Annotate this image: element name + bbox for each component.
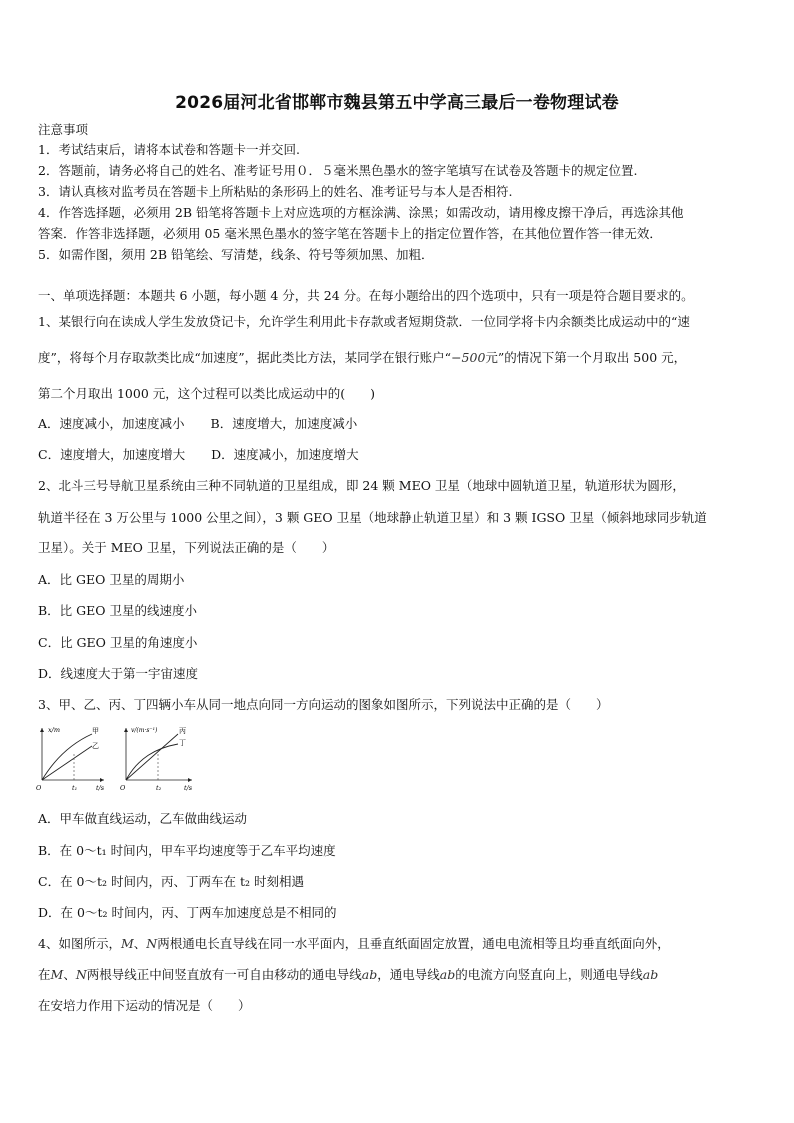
note-item-2: 2．答题前，请务必将自己的姓名、准考证号用０．５毫米黑色墨水的签字笔填写在试卷及答题卡的规定位置. (38, 163, 638, 178)
q2-option-a: A．比 GEO 卫星的周期小 (38, 572, 185, 587)
section-1-heading: 一、单项选择题：本题共 6 小题，每小题 4 分，共 24 分。在每小题给出的四个选项中，只有一项是符合题目要求的。 (38, 288, 694, 303)
q3-fig2-x-arrow (188, 778, 192, 782)
q3-fig2-tick: t₂ (156, 784, 162, 792)
q3-graphs (36, 722, 206, 794)
q3-fig1-curve-label-2: 乙 (92, 742, 99, 750)
q2-option-b: B．比 GEO 卫星的线速度小 (38, 603, 197, 618)
q4-symbol-m-2: M (50, 967, 64, 982)
note-item-4-cont: 答案．作答非选择题，必须用 05 毫米黑色墨水的签字笔在答题卡上的指定位置作答，在其他位置作答一律无效． (38, 226, 662, 241)
q4-symbol-n: N (146, 936, 158, 951)
q3-option-b: B．在 0～t₁ 时间内，甲车平均速度等于乙车平均速度 (38, 843, 336, 858)
q4-stem-line-1 (38, 936, 758, 952)
q3-fig1-xlabel: t/s (96, 784, 105, 792)
q3-fig1-y-arrow (40, 728, 44, 732)
q3-fig2-curve-label-2: 丁 (179, 739, 186, 747)
q1-option-a: A．速度减小，加速度减小 (38, 416, 185, 431)
notes-heading: 注意事项 (38, 122, 89, 137)
note-item-3: 3．请认真核对监考员在答题卡上所粘贴的条形码上的姓名、准考证号与本人是否相符. (38, 184, 513, 199)
q3-fig-vt (120, 727, 193, 792)
q1-stem-line-2a: 度”，将每个月存取款类比成“加速度”，据此类比方法，某同学在银行账户“ (38, 350, 452, 365)
q4-line-1b: 两根通电长直导线在同一水平面内，且垂直纸面固定放置，通电电流相等且均垂直纸面向外， (157, 936, 670, 951)
q4-sep-2: 、 (63, 967, 76, 982)
q4-symbol-n-2: N (75, 967, 87, 982)
q2-option-d: D．线速度大于第一宇宙速度 (38, 666, 199, 681)
q1-option-b: B．速度增大，加速度减小 (210, 416, 358, 431)
q3-fig1-x-arrow (100, 778, 104, 782)
q3-fig-xt (36, 726, 105, 792)
q1-options-row-2 (38, 447, 758, 463)
q4-sep-1: 、 (133, 936, 147, 951)
q3-fig2-ylabel: v/(m·s⁻¹) (131, 727, 158, 734)
q2-stem-line-1: 2、北斗三号导航卫星系统由三种不同轨道的卫星组成，即 24 颗 MEO 卫星（地球中圆轨道卫星，轨道形状为圆形， (38, 478, 685, 493)
note-item-1: 1．考试结束后，请将本试卷和答题卡一并交回. (38, 142, 300, 157)
q4-symbol-m: M (120, 936, 134, 951)
q2-option-c: C．比 GEO 卫星的角速度小 (38, 635, 198, 650)
q4-symbol-ab-2: ab (439, 967, 456, 982)
q3-fig2-curve-ding (126, 744, 178, 780)
q3-fig2-line-bing (126, 734, 178, 780)
q3-stem: 3、甲、乙、丙、丁四辆小车从同一地点向同一方向运动的图象如图所示，下列说法中正确的是（ ） (38, 697, 609, 712)
q1-option-c: C．速度增大，加速度增大 (38, 447, 186, 462)
q1-math-value: −500 (451, 350, 486, 365)
q4-line-1a: 4、如图所示， (38, 936, 121, 951)
q1-stem-line-2 (38, 350, 758, 366)
q1-options-row-1 (38, 416, 758, 432)
q4-stem-line-3: 在安培力作用下运动的情况是（ ） (38, 998, 251, 1013)
q4-symbol-ab-3: ab (642, 967, 659, 982)
q4-line-2d: 的电流方向竖直向上，则通电导线 (455, 967, 643, 982)
q4-line-2a: 在 (38, 967, 51, 982)
q3-option-a: A．甲车做直线运动，乙车做曲线运动 (38, 811, 248, 826)
q3-fig2-origin: O (120, 784, 126, 792)
q3-fig2-xlabel: t/s (184, 784, 193, 792)
q3-option-c: C．在 0～t₂ 时间内，丙、丁两车在 t₂ 时刻相遇 (38, 874, 304, 889)
q4-line-2c: ，通电导线 (377, 967, 440, 982)
q2-stem-line-2: 轨道半径在 3 万公里与 1000 公里之间），3 颗 GEO 卫星（地球静止轨道卫星）和 3 颗 IGSO 卫星（倾斜地球同步轨道 (38, 510, 707, 525)
q3-fig1-line-yi (42, 746, 92, 780)
q1-stem-line-2b: 元”的情况下第一个月取出 500 元， (485, 350, 687, 365)
q3-fig1-curve-label-1: 甲 (92, 727, 99, 735)
q3-fig1-tick: t₁ (72, 784, 78, 792)
q4-symbol-ab-1: ab (361, 967, 378, 982)
q1-stem-line-1: 1、某银行向在读成人学生发放贷记卡，允许学生利用此卡存款或者短期贷款．一位同学将卡内余额类比成运动中的“速 (38, 314, 690, 329)
note-item-5: 5．如需作图，须用 2B 铅笔绘、写清楚，线条、符号等须加黑、加粗． (38, 247, 434, 262)
q4-stem-line-2 (38, 967, 758, 983)
q3-option-d: D．在 0～t₂ 时间内，丙、丁两车加速度总是不相同的 (38, 905, 337, 920)
q3-fig2-curve-label-1: 丙 (179, 727, 186, 735)
q1-option-d: D．速度减小，加速度增大 (211, 447, 359, 462)
q4-line-2b: 两根导线正中间竖直放有一可自由移动的通电导线 (86, 967, 362, 982)
q3-fig1-ylabel: x/m (48, 726, 61, 734)
q3-fig1-origin: O (36, 784, 42, 792)
note-item-4: 4．作答选择题，必须用 2B 铅笔将答题卡上对应选项的方框涂满、涂黑；如需改动，请用橡皮擦干净后，再选涂其他 (38, 205, 684, 220)
q3-fig2-y-arrow (124, 728, 128, 732)
q3-figures (36, 722, 206, 794)
exam-title: 2026届河北省邯郸市魏县第五中学高三最后一卷物理试卷 (175, 93, 619, 113)
q2-stem-line-3: 卫星）。关于 MEO 卫星，下列说法正确的是（ ） (38, 540, 335, 555)
q1-stem-line-3: 第二个月取出 1000 元，这个过程可以类比成运动中的( ) (38, 386, 376, 401)
q3-fig1-curve-jia (42, 734, 92, 780)
